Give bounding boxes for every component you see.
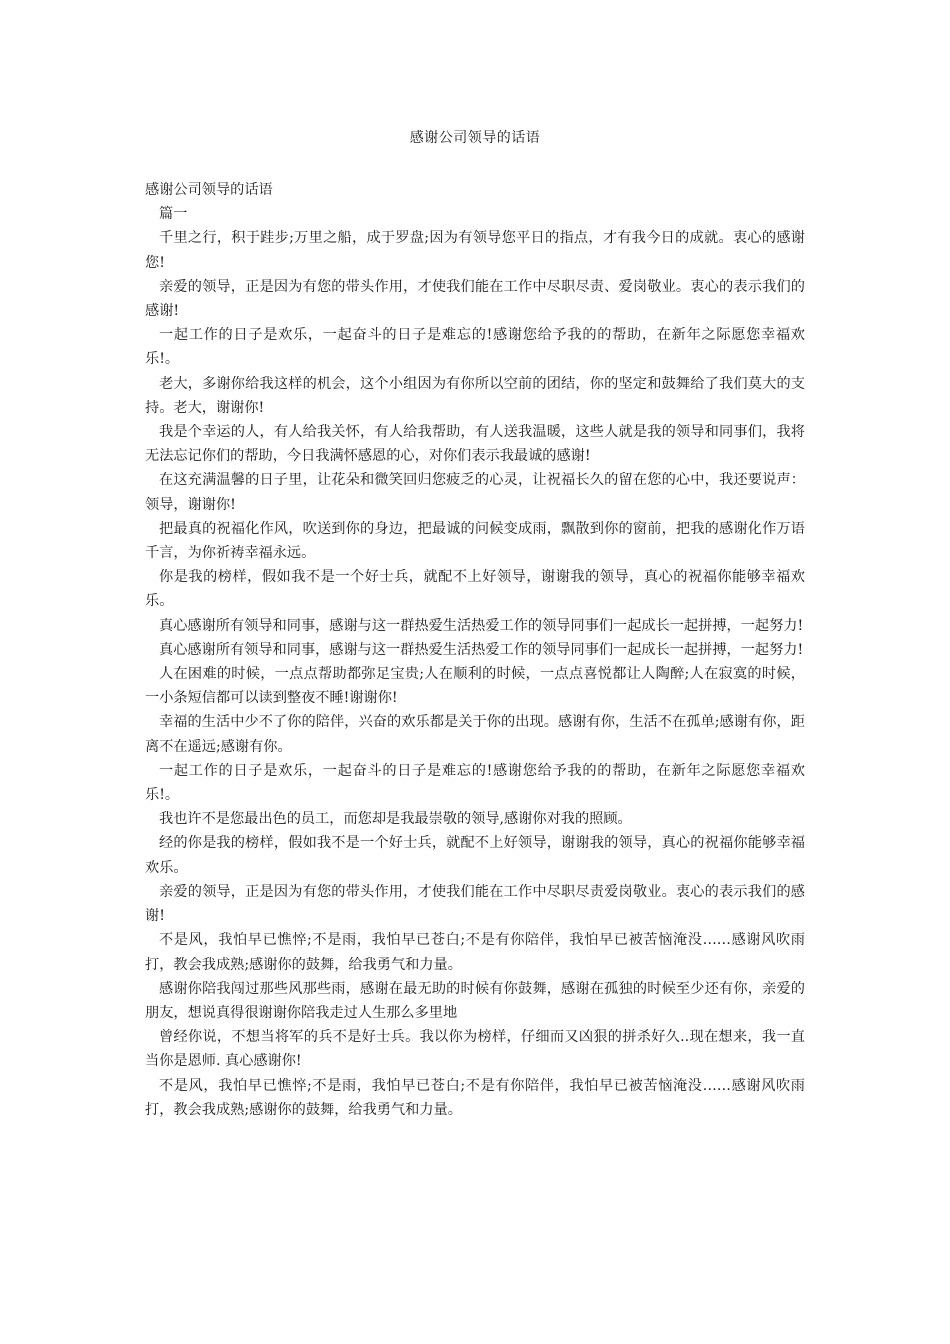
paragraph: 我也许不是您最出色的员工，而您却是我最崇敬的领导,感谢你对我的照顾。 (159, 811, 632, 828)
paragraph: 我是个幸运的人，有人给我关怀，有人给我帮助，有人送我温暖，这些人就是我的领导和同事们，我将无法忘记你们的帮助，今日我满怀感恩的心，对你们表示我最诚的感谢! (145, 424, 805, 465)
paragraph: 一起工作的日子是欢乐，一起奋斗的日子是难忘的!感谢您给予我的的帮助，在新年之际愿您幸福欢乐!。 (145, 327, 805, 368)
paragraph: 在这充满温馨的日子里，让花朵和微笑回归您疲乏的心灵，让祝福长久的留在您的心中，我还要说声：领导，谢谢你! (145, 472, 805, 513)
paragraph: 幸福的生活中少不了你的陪伴，兴奋的欢乐都是关于你的出现。感谢有你，生活不在孤单;感谢有你，距离不在遥远;感谢有你。 (145, 714, 805, 755)
paragraph: 真心感谢所有领导和同事，感谢与这一群热爱生活热爱工作的领导同事们一起成长一起拼搏，一起努力! (159, 641, 804, 658)
section-label: 篇一 (159, 206, 188, 223)
paragraph: 感谢你陪我闯过那些风那些雨，感谢在最无助的时候有你鼓舞，感谢在孤独的时候至少还有你，亲爱的朋友，想说真得很谢谢你陪我走过人生那么多里地 (145, 980, 805, 1021)
paragraph: 千里之行，积于跬步;万里之船，成于罗盘;因为有领导您平日的指点，才有我今日的成就。衷心的感谢您! (145, 230, 805, 271)
paragraph: 亲爱的领导，正是因为有您的带头作用，才使我们能在工作中尽职尽责、爱岗敬业。衷心的表示我们的感谢! (145, 278, 805, 320)
paragraph: 曾经你说，不想当将军的兵不是好士兵。我以你为榜样，仔细而又凶狠的拼杀好久..现在想来，我一直当你是恩师. 真心感谢你! (145, 1029, 805, 1070)
paragraph: 人在困难的时候，一点点帮助都弥足宝贵;人在顺利的时候，一点点喜悦都让人陶醉;人在寂寞的时候，一小条短信都可以读到整夜不睡!谢谢你! (145, 666, 805, 707)
paragraph: 不是风，我怕早已憔悴;不是雨，我怕早已苍白;不是有你陪伴，我怕早已被苦恼淹没……感谢风吹雨打，教会我成熟;感谢你的鼓舞，给我勇气和力量。 (145, 932, 805, 973)
paragraph: 你是我的榜样，假如我不是一个好士兵，就配不上好领导，谢谢我的领导，真心的祝福你能够幸福欢乐。 (145, 569, 805, 610)
paragraph: 一起工作的日子是欢乐，一起奋斗的日子是难忘的!感谢您给予我的的帮助，在新年之际愿您幸福欢乐!。 (145, 762, 805, 804)
paragraph: 不是风，我怕早已憔悴;不是雨，我怕早已苍白;不是有你陪伴，我怕早已被苦恼淹没……感谢风吹雨打，教会我成熟;感谢你的鼓舞，给我勇气和力量。 (145, 1077, 805, 1118)
paragraph: 经的你是我的榜样，假如我不是一个好士兵，就配不上好领导，谢谢我的领导，真心的祝福你能够幸福欢乐。 (145, 835, 805, 876)
document-body (145, 178, 805, 1122)
document-title: 感谢公司领导的话语 (409, 130, 541, 146)
paragraph: 把最真的祝福化作风，吹送到你的身边，把最诚的问候变成雨，飘散到你的窗前，把我的感谢化作万语千言，为你祈祷幸福永远。 (145, 520, 805, 562)
paragraph: 真心感谢所有领导和同事，感谢与这一群热爱生活热爱工作的领导同事们一起成长一起拼搏，一起努力! (159, 617, 804, 634)
document-heading: 感谢公司领导的话语 (145, 182, 273, 198)
paragraph: 亲爱的领导，正是因为有您的带头作用，才使我们能在工作中尽职尽责爱岗敬业。衷心的表示我们的感谢! (145, 883, 805, 925)
paragraph: 老大，多谢你给我这样的机会，这个小组因为有你所以空前的团结，你的坚定和鼓舞给了我们莫大的支持。老大，谢谢你! (145, 375, 805, 416)
